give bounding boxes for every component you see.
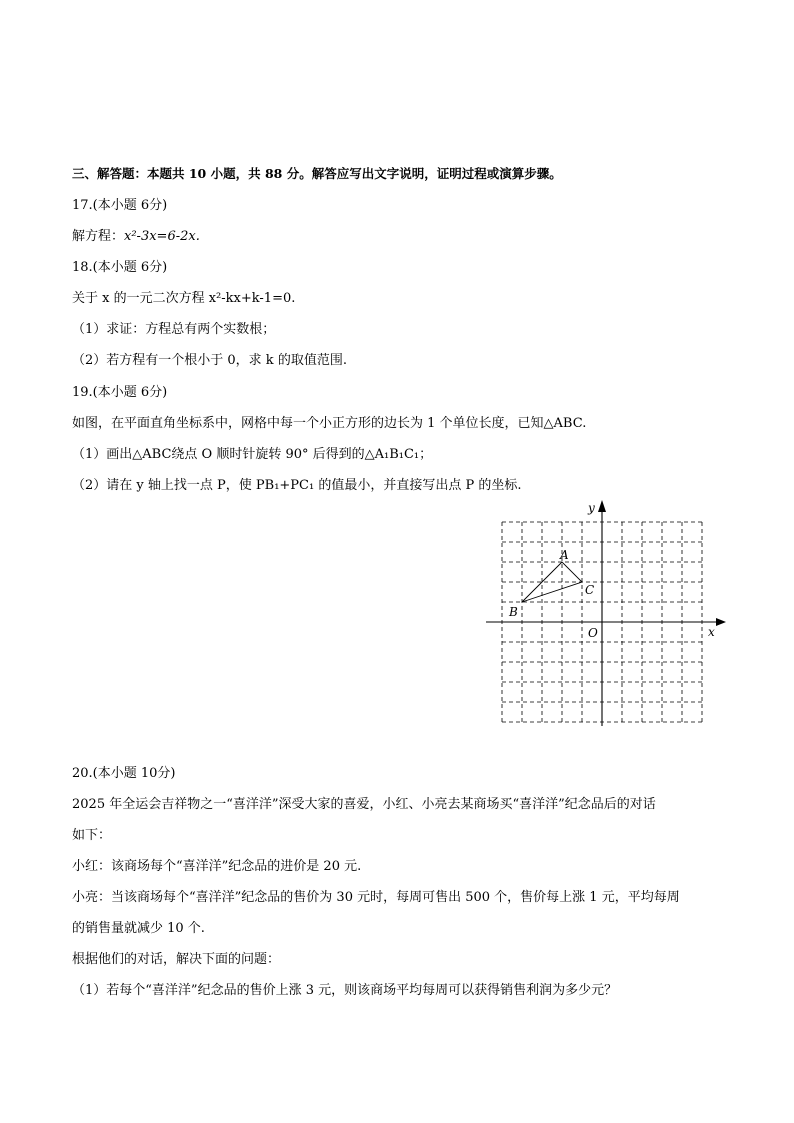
- q18-stem: 关于 x 的一元二次方程 x²-kx+k-1=0.: [72, 291, 296, 306]
- coordinate-grid-figure: [480, 500, 730, 735]
- label-origin: O: [588, 626, 598, 640]
- q20-xiaoliang-line2: 的销售量就减少 10 个.: [72, 921, 205, 936]
- q20-header: 20.(本小题 10分): [72, 766, 176, 781]
- q17-body: [72, 228, 200, 246]
- q17-header: 17.(本小题 6分): [72, 198, 168, 213]
- section-heading: 三、解答题：本题共 10 小题，共 88 分。解答应写出文字说明，证明过程或演算步骤。: [72, 166, 562, 181]
- q20-xiaoliang-line1: 小亮：当该商场每个“喜洋洋”纪念品的售价为 30 元时，每周可售出 500 个，售价每上涨 1 元，平均每周: [72, 890, 680, 905]
- q18-header: 18.(本小题 6分): [72, 260, 168, 275]
- q17-equation: x²-3x=6-2x.: [124, 229, 200, 244]
- q20-prompt: 根据他们的对话，解决下面的问题：: [72, 952, 281, 967]
- q19-stem: 如图，在平面直角坐标系中，网格中每一个小正方形的边长为 1 个单位长度，已知△ABC.: [72, 416, 587, 431]
- q20-part1: （1）若每个“喜洋洋”纪念品的售价上涨 3 元，则该商场平均每周可以获得销售利润为多少元？: [72, 983, 618, 998]
- label-point-a: A: [560, 548, 569, 562]
- label-y-axis: y: [588, 501, 595, 515]
- q18-part2: （2）若方程有一个根小于 0，求 k 的取值范围.: [72, 353, 347, 368]
- q17-prefix: 解方程：: [72, 229, 125, 244]
- q18-part1: （1）求证：方程总有两个实数根；: [72, 322, 276, 337]
- q19-header: 19.(本小题 6分): [72, 385, 168, 400]
- q20-stem-line2: 如下：: [72, 828, 112, 843]
- q19-part1: （1）画出△ABC绕点 O 顺时针旋转 90° 后得到的△A₁B₁C₁；: [72, 447, 433, 462]
- label-point-c: C: [585, 583, 595, 597]
- label-x-axis: x: [708, 625, 715, 639]
- q20-xiaohong: 小红：该商场每个“喜洋洋”纪念品的进价是 20 元.: [72, 859, 362, 874]
- label-point-b: B: [509, 605, 518, 619]
- q20-stem-line1: 2025 年全运会吉祥物之一“喜洋洋”深受大家的喜爱，小红、小亮去某商场买“喜洋洋”纪念品后的对话: [72, 797, 656, 812]
- y-axis-arrow: [598, 500, 606, 512]
- q19-part2: （2）请在 y 轴上找一点 P，使 PB₁+PC₁ 的值最小，并直接写出点 P 的坐标.: [72, 478, 522, 493]
- x-axis-arrow: [716, 618, 726, 626]
